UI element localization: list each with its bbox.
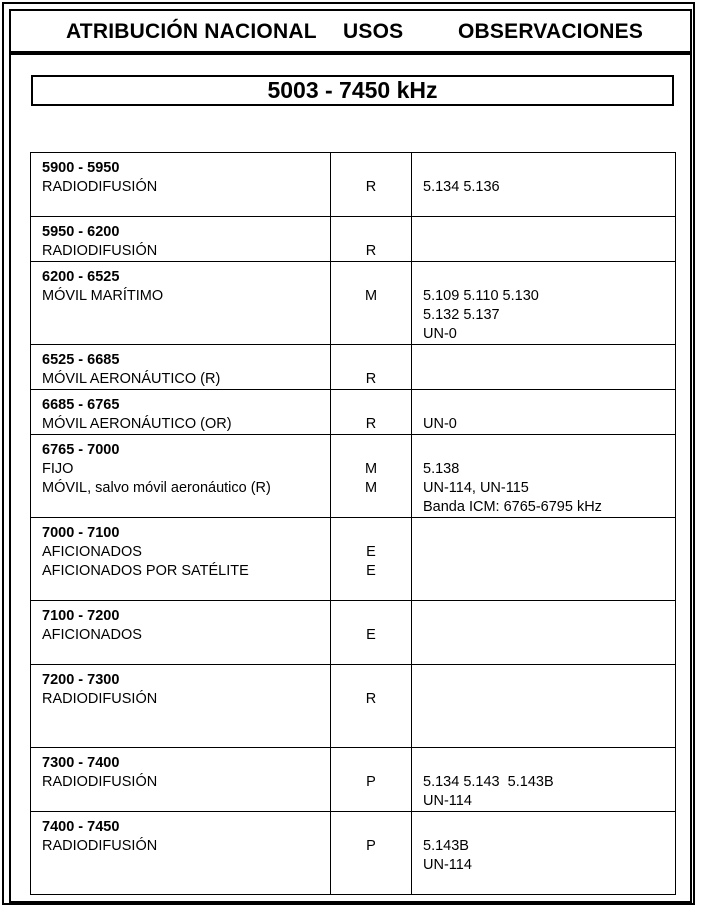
service-label: MÓVIL, salvo móvil aeronáutico (R) xyxy=(42,480,271,496)
allocation-cell xyxy=(31,748,331,812)
allocation-cell xyxy=(31,217,331,262)
service-label: RADIODIFUSIÓN xyxy=(42,243,158,259)
observation-text: UN-0 xyxy=(423,416,457,432)
observaciones-cell xyxy=(412,390,676,435)
header-observaciones: OBSERVACIONES xyxy=(458,20,644,43)
table-row xyxy=(31,390,676,435)
allocation-cell xyxy=(31,518,331,601)
service-label: AFICIONADOS POR SATÉLITE xyxy=(42,563,249,579)
usos-cell xyxy=(331,262,412,345)
service-label: AFICIONADOS xyxy=(42,627,142,643)
usos-cell xyxy=(331,748,412,812)
table-row xyxy=(31,748,676,812)
header-usos: USOS xyxy=(343,20,404,43)
service-label: MÓVIL MARÍTIMO xyxy=(42,288,164,304)
observaciones-cell xyxy=(412,153,676,217)
usos-value: M xyxy=(364,480,378,496)
usos-cell xyxy=(331,153,412,217)
service-label: MÓVIL AERONÁUTICO (OR) xyxy=(42,416,232,432)
frequency-band: 7100 - 7200 xyxy=(42,608,120,624)
observaciones-cell xyxy=(412,262,676,345)
observation-text: UN-114, UN-115 xyxy=(423,480,529,496)
column-header-row xyxy=(10,10,690,52)
usos-cell xyxy=(331,601,412,665)
observation-text: 5.134 5.143 5.143B xyxy=(423,774,554,790)
usos-cell xyxy=(331,390,412,435)
observation-text: 5.132 5.137 xyxy=(423,307,500,323)
frequency-range-title: 5003 - 7450 kHz xyxy=(31,75,674,106)
header-divider xyxy=(10,51,692,55)
usos-value: R xyxy=(365,416,377,432)
service-label: RADIODIFUSIÓN xyxy=(42,838,158,854)
observaciones-cell xyxy=(412,518,676,601)
allocation-cell xyxy=(31,665,331,748)
usos-cell xyxy=(331,435,412,518)
observaciones-cell xyxy=(412,812,676,895)
observation-text: 5.143B xyxy=(423,838,469,854)
usos-cell xyxy=(331,345,412,390)
frequency-band: 7000 - 7100 xyxy=(42,525,120,541)
usos-value: E xyxy=(366,563,376,579)
frequency-band: 5900 - 5950 xyxy=(42,160,120,176)
table-row xyxy=(31,153,676,217)
observation-text: 5.138 xyxy=(423,461,460,477)
observaciones-cell xyxy=(412,435,676,518)
table-row xyxy=(31,518,676,601)
frequency-band: 6685 - 6765 xyxy=(42,397,120,413)
observaciones-cell xyxy=(412,601,676,665)
allocation-cell xyxy=(31,345,331,390)
observaciones-cell xyxy=(412,748,676,812)
usos-value: P xyxy=(366,774,376,790)
header-atribucion-nacional: ATRIBUCIÓN NACIONAL xyxy=(66,20,317,43)
service-label: RADIODIFUSIÓN xyxy=(42,774,158,790)
service-label: RADIODIFUSIÓN xyxy=(42,691,158,707)
allocation-table xyxy=(30,152,676,895)
usos-value: E xyxy=(366,544,376,560)
service-label: RADIODIFUSIÓN xyxy=(42,179,158,195)
allocation-cell xyxy=(31,262,331,345)
frequency-band: 6525 - 6685 xyxy=(42,352,120,368)
service-label: MÓVIL AERONÁUTICO (R) xyxy=(42,371,221,387)
table-row xyxy=(31,435,676,518)
frequency-band: 6765 - 7000 xyxy=(42,442,120,458)
usos-value: R xyxy=(365,243,377,259)
frequency-band: 6200 - 6525 xyxy=(42,269,120,285)
usos-cell xyxy=(331,217,412,262)
frequency-band: 7200 - 7300 xyxy=(42,672,120,688)
usos-value: P xyxy=(366,838,376,854)
usos-value: R xyxy=(365,179,377,195)
frequency-band: 7400 - 7450 xyxy=(42,819,120,835)
observation-text: UN-114 xyxy=(423,857,472,873)
usos-value: E xyxy=(366,627,376,643)
observaciones-cell xyxy=(412,345,676,390)
frequency-band: 7300 - 7400 xyxy=(42,755,120,771)
usos-cell xyxy=(331,665,412,748)
usos-cell xyxy=(331,812,412,895)
observation-text: 5.134 5.136 xyxy=(423,179,500,195)
usos-value: R xyxy=(365,691,377,707)
usos-cell xyxy=(331,518,412,601)
observation-text: UN-114 xyxy=(423,793,472,809)
observaciones-cell xyxy=(412,665,676,748)
service-label: AFICIONADOS xyxy=(42,544,142,560)
allocation-cell xyxy=(31,601,331,665)
observation-text: Banda ICM: 6765-6795 kHz xyxy=(423,499,602,515)
table-row xyxy=(31,345,676,390)
frequency-band: 5950 - 6200 xyxy=(42,224,120,240)
table-row xyxy=(31,217,676,262)
service-label: FIJO xyxy=(42,461,74,477)
usos-value: M xyxy=(364,288,378,304)
allocation-cell xyxy=(31,812,331,895)
usos-value: M xyxy=(364,461,378,477)
table-row xyxy=(31,665,676,748)
table-row xyxy=(31,601,676,665)
observation-text: UN-0 xyxy=(423,326,457,342)
allocation-cell xyxy=(31,390,331,435)
observaciones-cell xyxy=(412,217,676,262)
allocation-cell xyxy=(31,435,331,518)
usos-value: R xyxy=(365,371,377,387)
observation-text: 5.109 5.110 5.130 xyxy=(423,288,539,304)
table-row xyxy=(31,262,676,345)
allocation-cell xyxy=(31,153,331,217)
table-row xyxy=(31,812,676,895)
